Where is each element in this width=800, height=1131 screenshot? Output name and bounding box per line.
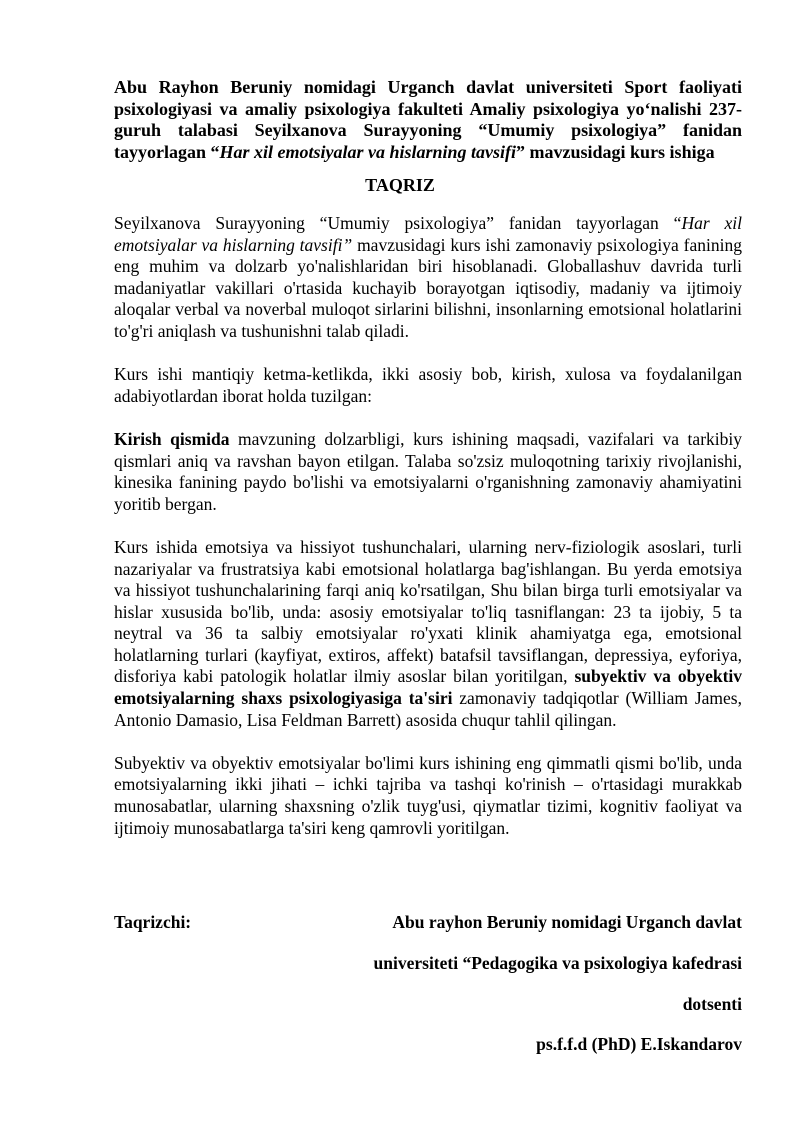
document-heading xyxy=(114,77,742,163)
paragraph-1-text-end: mavzusidagi kurs ishi zamonaviy psixologiya fanining eng muhim va dolzarb yo'nalishlaridan biri hisoblanadi. Globallashuv davrida turli madaniyatlar vakillari o'rtasida kuchayib borayotgan iqtisodiy, madaniy va ijtimoiy aloqalar verbal va noverbal muloqot sirlarini bilishni, insonlarning emotsional holatlarini to'g'ri aniqlash va tushunishni talab qiladi. xyxy=(114,234,742,341)
paragraph-3 xyxy=(114,429,742,515)
paragraph-3-lead: Kirish qismida xyxy=(114,428,230,449)
paragraph-4-highlight: subyektiv va obyektiv emotsiyalarning shaxs psixologiyasiga ta'siri xyxy=(114,666,743,709)
heading-topic: Har xil emotsiyalar va hislarning tavsifi xyxy=(219,141,517,162)
paragraph-1-topic: Har xil emotsiyalar va hislarning tavsifi” xyxy=(114,213,742,255)
paragraph-4-text: Kurs ishida emotsiya va hissiyot tushunchalari, ularning nerv-fiziologik asoslari, turli nazariyalar va frustratsiya kabi emotsional holatlarga bag'ishlangan. Bu yerda emotsiya va hissiyot tushunchalarining farqi aniq ko'rsatilgan, Shu bilan birga turli emotsiyalar va hislar xususida bo'lib, unda: asosiy emotsiyalar to'liq tasniflangan: 23 ta ijobiy, 5 ta neytral va 36 ta salbiy emotsiyalar ro'yxati klinik ahamiyatga ega, emotsional holatlarning turlari (kayfiyat, extiros, affekt) batafsil tavsiflangan, depressiya, eyforiya, disforiya kabi patologik holatlar ilmiy asoslar bilan yoritilgan, xyxy=(114,536,742,687)
reviewer-label: Taqrizchi: xyxy=(114,912,192,932)
reviewer-affiliation-2: universiteti “Pedagogika va psixologiya kafedrasi xyxy=(373,953,742,973)
paragraph-5: Subyektiv va obyektiv emotsiyalar bo'limi kurs ishining eng qimmatli qismi bo'lib, unda emotsiyalarning ikki jihati – ichki tajriba va tashqi ko'rinish – o'rtasidagi murakkab munosabatlar, ularning shaxsning o'zlik tuyg'usi, qiymatlar tizimi, kognitiv faoliyat va ijtimoiy munosabatlarga ta'siri keng qamrovli yoritilgan. xyxy=(114,752,742,838)
document-title: TAQRIZ xyxy=(365,175,435,195)
paragraph-1-text: Seyilxanova Surayyoning “Umumiy psixologiya” fanidan tayyorlagan “ xyxy=(114,213,682,233)
paragraph-1 xyxy=(114,213,742,343)
reviewer-position: dotsenti xyxy=(682,994,742,1014)
heading-text: Abu Rayhon Beruniy nomidagi Urganch davlat universiteti Sport faoliyati psixologiyasi va amaliy psixologiya fakulteti Amaliy psixologiya yo‘nalishi 237-guruh talabasi Seyilxanova Surayyoning “Umumiy psixologiya” fanidan tayyorlagan “ xyxy=(114,77,742,162)
reviewer-name: ps.f.f.d (PhD) E.Iskandarov xyxy=(536,1034,742,1054)
document-body xyxy=(114,213,742,861)
paragraph-2: Kurs ishi mantiqiy ketma-ketlikda, ikki asosiy bob, kirish, xulosa va foydalanilgan adabiyotlardan iborat holda tuzilgan: xyxy=(114,364,742,406)
paragraph-3-text: mavzuning dolzarbligi, kurs ishining maqsadi, vazifalari va tarkibiy qismlari aniq va ravshan bayon etilgan. Talaba so'zsiz muloqotning tarixiy rivojlanishi, kinesika fanining paydo bo'lishi va emotsiyalarni o'rganishning zamonaviy ahamiyatini yoritib bergan. xyxy=(114,428,742,514)
paragraph-4-text-end: zamonaviy tadqiqotlar (William James, Antonio Damasio, Lisa Feldman Barrett) asosida chuqur tahlil qilingan. xyxy=(114,688,742,730)
reviewer-affiliation-1: Abu rayhon Beruniy nomidagi Urganch davlat xyxy=(392,912,742,932)
heading-text-end: ” mavzusidagi kurs ishiga xyxy=(516,141,715,162)
paragraph-4 xyxy=(114,537,742,731)
